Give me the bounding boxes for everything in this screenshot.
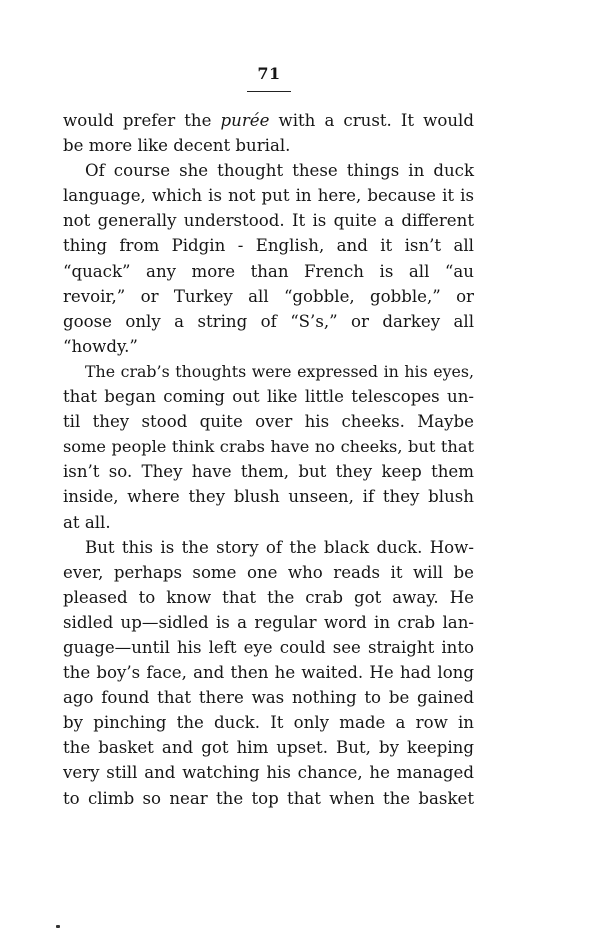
text-line-7: “quack” any more than French is all “au [63,261,474,281]
italic-word: purée [220,111,270,130]
text-line-20: pleased to know that the crab got away. He [63,587,474,607]
text-line-26: the basket and got him upset. But, by keeping [63,738,474,758]
text-line-5: not generally understood. It is quite a different [63,211,474,231]
text-line-8: revoir,” or Turkey all “gobble, gobble,” or [63,286,474,306]
text-line-23: the boy’s face, and then he waited. He had long [63,663,474,683]
text-line-11: The crab’s thoughts were expressed in his eyes, [85,361,474,381]
text-line-22: guage—until his left eye could see straight into [63,637,474,657]
text-line-2: be more like decent burial. [63,136,291,156]
text-line-16: inside, where they blush unseen, if they blush [63,487,474,507]
body-text [63,108,474,811]
text-line-9: goose only a string of “S’s,” or darkey all [63,311,474,331]
text-line-15: isn’t so. They have them, but they keep them [63,462,474,482]
text-line-17: at all. [63,512,111,532]
text-line-10: “howdy.” [63,336,138,356]
text-line-4: language, which is not put in here, because it is [63,186,474,206]
text-line-21: sidled up—sidled is a regular word in crab lan- [63,612,474,632]
text-line-19: ever, perhaps some one who reads it will be [63,562,474,582]
print-speck [56,925,60,928]
text-line-24: ago found that there was nothing to be gained [63,688,474,708]
text-line-3: Of course she thought these things in duck [85,161,474,181]
text-line-6: thing from Pidgin - English, and it isn’t all [63,236,474,256]
text-line-25: by pinching the duck. It only made a row in [63,713,474,733]
text-line-27: very still and watching his chance, he managed [63,763,474,783]
text-line-14: some people think crabs have no cheeks, but that [63,437,474,457]
text-line-13: til they stood quite over his cheeks. Maybe [63,412,474,432]
text-line-1: would prefer the purée with a crust. It would [63,111,474,130]
text-line-28: to climb so near the top that when the basket [63,788,474,808]
page-number: 71 [257,64,281,83]
text-line-12: that began coming out like little telescopes un- [63,387,474,407]
text-line-18: But this is the story of the black duck. How- [85,537,474,557]
page-number-rule [247,91,291,92]
